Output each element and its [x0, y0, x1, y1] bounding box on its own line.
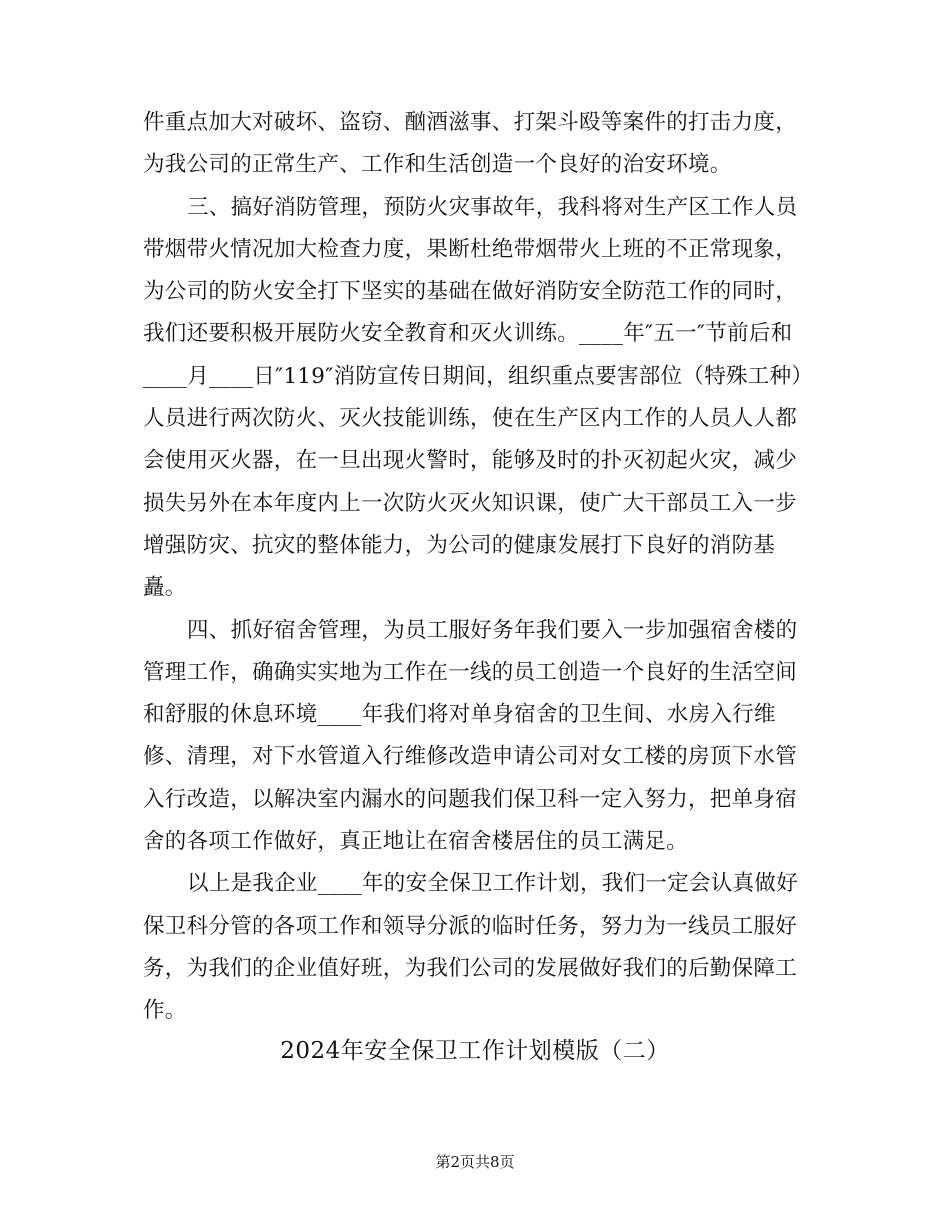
- body-line: 增强防灾、抗灾的整体能力，为公司的健康发展打下良好的消防基: [143, 532, 776, 558]
- body-line: 人员进行两次防火、灭火技能训练，使在生产区内工作的人员人人都: [143, 406, 798, 432]
- body-line: 为我公司的正常生产、工作和生活创造一个良好的治安环境。: [143, 152, 732, 178]
- body-line: ____月____日″119″消防宣传日期间，组织重点要害部位（特殊工种）: [143, 363, 814, 389]
- body-line: 件重点加大对破坏、盗窃、酗酒滋事、打架斗殴等案件的打击力度，: [143, 110, 798, 135]
- body-line: 保卫科分管的各项工作和领导分派的临时任务，努力为一线员工服好: [143, 913, 798, 939]
- body-line: 务，为我们的企业值好班，为我们公司的发展做好我们的后勤保障工: [143, 955, 798, 981]
- body-line: 作。: [143, 998, 187, 1024]
- paragraph-fire-safety-start: 三、搞好消防管理，预防火灾事故年，我科将对生产区工作人员: [187, 194, 798, 220]
- body-line: 损失另外在本年度内上一次防火灭火知识课，使广大干部员工入一步: [143, 490, 798, 516]
- body-line: 为公司的防火安全打下坚实的基础在做好消防安全防范工作的同时，: [143, 279, 798, 305]
- body-line: 入行改造，以解决室内漏水的问题我们保卫科一定入努力，把单身宿: [143, 786, 798, 812]
- body-line: 矗。: [143, 575, 187, 601]
- body-line: 和舒服的休息环境____年我们将对单身宿舍的卫生间、水房入行维: [143, 702, 776, 728]
- body-line: 管理工作，确确实实地为工作在一线的员工创造一个良好的生活空间: [143, 659, 798, 685]
- body-line: 舍的各项工作做好，真正地让在宿舍楼居住的员工满足。: [143, 829, 689, 855]
- page-number-footer: 第2页共8页: [435, 1153, 515, 1171]
- paragraph-conclusion-start: 以上是我企业____年的安全保卫工作计划，我们一定会认真做好: [187, 871, 799, 897]
- body-line: 会使用灭火器，在一旦出现火警时，能够及时的扑灭初起火灾，减少: [143, 448, 798, 474]
- body-line: 我们还要积极开展防火安全教育和灭火训练。____年″五一″节前后和: [143, 321, 793, 347]
- body-line: 修、清理，对下水管道入行维修改造申请公司对女工楼的房顶下水管: [143, 744, 798, 770]
- document-body: [143, 102, 813, 1033]
- body-line: 带烟带火情况加大检查力度，果断杜绝带烟带火上班的不正常现象，: [143, 236, 798, 262]
- paragraph-dormitory-start: 四、抓好宿舍管理，为员工服好务年我们要入一步加强宿舍楼的: [187, 617, 798, 643]
- section-title: 2024年安全保卫工作计划模版（二）: [280, 1038, 670, 1064]
